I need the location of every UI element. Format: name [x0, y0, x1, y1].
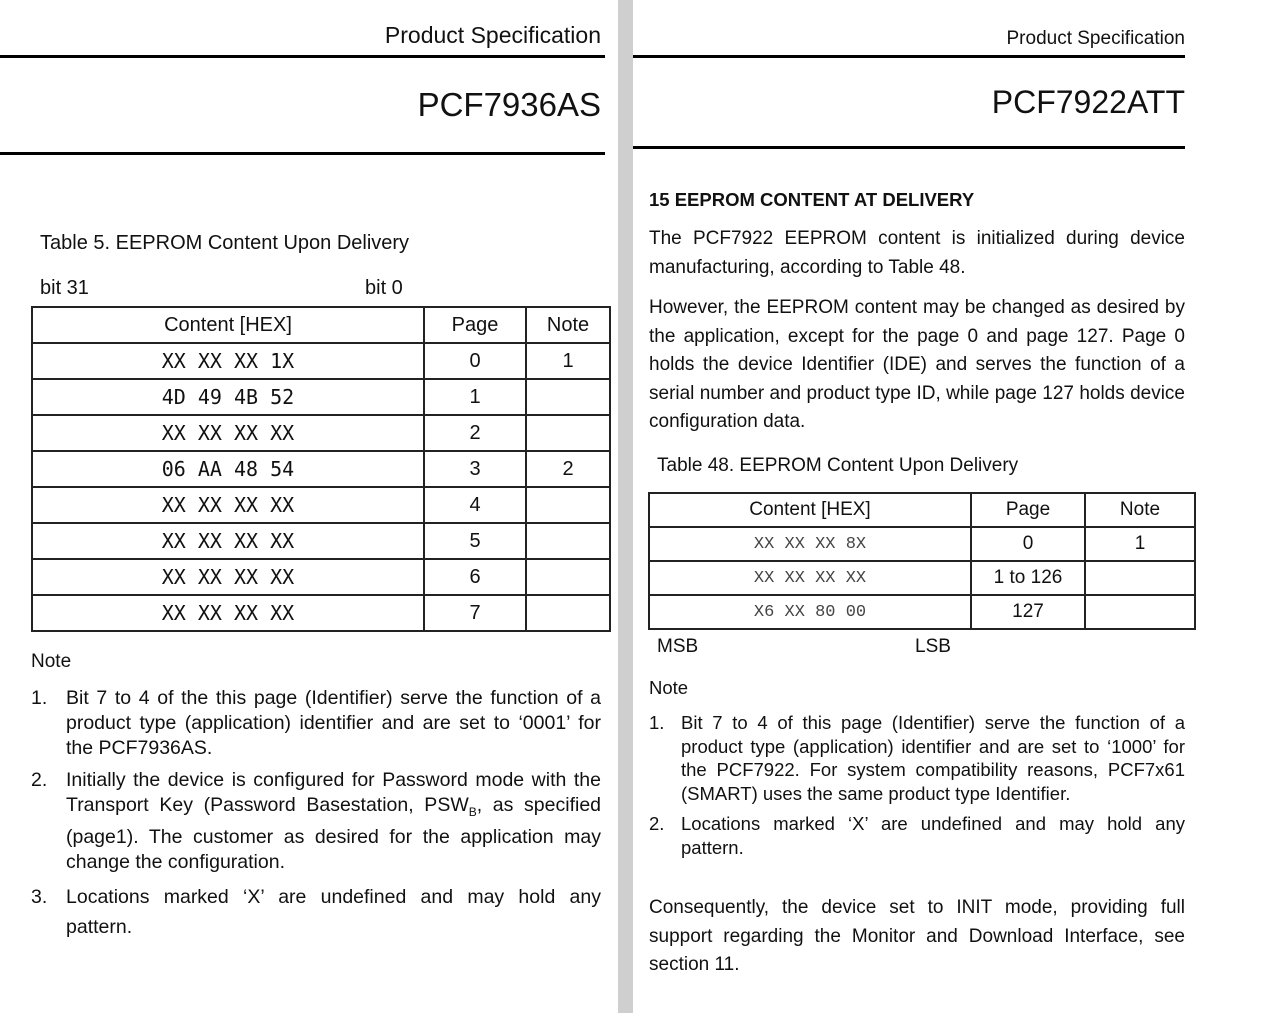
note-cell: [1085, 561, 1195, 595]
note-cell: [1085, 595, 1195, 629]
content-cell: XX XX XX XX: [32, 559, 424, 595]
note-cell: [526, 415, 610, 451]
paragraph-details: However, the EEPROM content may be changed as desired by the application, except for the page 0 and page 127. Page 0 holds the device Identifier (IDE) and serves the function of a serial number and product type ID, while page 127 holds device configuration data.: [649, 297, 1185, 432]
note-text: Locations marked ‘X’ are undefined and may hold any pattern.: [681, 813, 1185, 858]
bit-low-label: bit 0: [365, 277, 403, 299]
left-document-page: [0, 0, 618, 1013]
note-cell: 1: [1085, 527, 1195, 561]
note-number: 1.: [649, 712, 665, 733]
note-cell: [526, 487, 610, 523]
note-number: 1.: [31, 687, 48, 709]
note-text: Initially the device is configured for Password mode with the Transport Key (Password Basestation, PSW: [66, 769, 601, 816]
eeprom-table: [648, 492, 1196, 630]
notes-list: [649, 711, 1185, 859]
column-header-note: Note: [526, 307, 610, 343]
note-number: 2.: [649, 813, 665, 834]
right-document-page: [633, 0, 1263, 1013]
header-rule-top: [633, 55, 1185, 58]
paragraph-intro: The PCF7922 EEPROM content is initialized during device manufacturing, according to Table 48.: [649, 228, 1185, 278]
table-row: [32, 451, 610, 487]
msb-label: MSB: [657, 636, 699, 657]
section-heading: 15 EEPROM CONTENT AT DELIVERY: [649, 189, 975, 210]
column-header-content: Content [HEX]: [649, 493, 971, 527]
eeprom-table: [31, 306, 611, 632]
table-row: [32, 595, 610, 631]
table-header-row: [649, 493, 1195, 527]
table-caption: Table 48. EEPROM Content Upon Delivery: [657, 455, 1019, 476]
note-cell: [526, 595, 610, 631]
page-cell: 2: [424, 415, 526, 451]
note-cell: [526, 523, 610, 559]
page-cell: 127: [971, 595, 1085, 629]
table-row: [32, 343, 610, 379]
content-cell: XX XX XX 8X: [649, 527, 971, 561]
paragraph-consequently: Consequently, the device set to INIT mode, providing full support regarding the Monitor and Download Interface, see section 11.: [649, 897, 1185, 975]
column-header-page: Page: [971, 493, 1085, 527]
header-rule-top: [0, 55, 605, 58]
table-row: [32, 523, 610, 559]
note-subscript: B: [468, 804, 477, 819]
table-row: [649, 527, 1195, 561]
notes-list: [31, 686, 601, 942]
note-item: [649, 812, 1185, 859]
table-row: [32, 415, 610, 451]
table-row: [649, 595, 1195, 629]
content-cell: XX XX XX XX: [32, 595, 424, 631]
column-header-content: Content [HEX]: [32, 307, 424, 343]
content-cell: XX XX XX XX: [649, 561, 971, 595]
page-cell: 0: [971, 527, 1085, 561]
page-cell: 1: [424, 379, 526, 415]
part-number-title: PCF7922ATT: [991, 84, 1185, 120]
content-cell: XX XX XX XX: [32, 487, 424, 523]
note-text: Bit 7 to 4 of this page (Identifier) serve the function of a product type (application) identifier and are set to ‘1000’ for the PCF7922. For system compatibility reasons, PCF7x61 (SMART) uses the same product type Identifier.: [681, 712, 1185, 804]
table-caption: Table 5. EEPROM Content Upon Delivery: [40, 232, 410, 254]
page-cell: 7: [424, 595, 526, 631]
content-cell: 4D 49 4B 52: [32, 379, 424, 415]
lsb-label: LSB: [915, 636, 951, 657]
column-header-page: Page: [424, 307, 526, 343]
bit-high-label: bit 31: [40, 277, 89, 299]
page-cell: 5: [424, 523, 526, 559]
table-row: [649, 561, 1195, 595]
note-number: 2.: [31, 769, 48, 791]
content-cell: XX XX XX XX: [32, 523, 424, 559]
note-item: [31, 768, 601, 875]
table-row: [32, 487, 610, 523]
note-item: [31, 686, 601, 761]
content-cell: X6 XX 80 00: [649, 595, 971, 629]
note-heading: Note: [31, 651, 72, 672]
note-item: [31, 882, 601, 942]
header-label: Product Specification: [384, 22, 601, 48]
column-header-note: Note: [1085, 493, 1195, 527]
note-cell: [526, 559, 610, 595]
note-item: [649, 711, 1185, 805]
content-cell: XX XX XX 1X: [32, 343, 424, 379]
table-row: [32, 379, 610, 415]
note-number: 3.: [31, 885, 48, 908]
page-divider: [618, 0, 633, 1013]
page-cell: 4: [424, 487, 526, 523]
page-cell: 0: [424, 343, 526, 379]
header-rule-bottom: [0, 152, 605, 155]
note-text: Bit 7 to 4 of the this page (Identifier) serve the function of a product type (application) identifier and are set to ‘0001’ for the PCF7936AS.: [66, 687, 601, 759]
content-cell: XX XX XX XX: [32, 415, 424, 451]
note-cell: [526, 379, 610, 415]
note-cell: 1: [526, 343, 610, 379]
header-rule-bottom: [633, 146, 1185, 149]
note-heading: Note: [649, 677, 689, 698]
page-cell: 6: [424, 559, 526, 595]
header-label: Product Specification: [1006, 28, 1185, 49]
note-text-continued: , as specified (page1). The customer as desired for the application may change the configuration.: [66, 794, 602, 873]
table-row: [32, 559, 610, 595]
page-cell: 3: [424, 451, 526, 487]
note-cell: 2: [526, 451, 610, 487]
note-text: Locations marked ‘X’ are undefined and may hold any pattern.: [66, 885, 601, 938]
part-number-title: PCF7936AS: [417, 86, 601, 123]
content-cell: 06 AA 48 54: [32, 451, 424, 487]
table-header-row: [32, 307, 610, 343]
page-cell: 1 to 126: [971, 561, 1085, 595]
